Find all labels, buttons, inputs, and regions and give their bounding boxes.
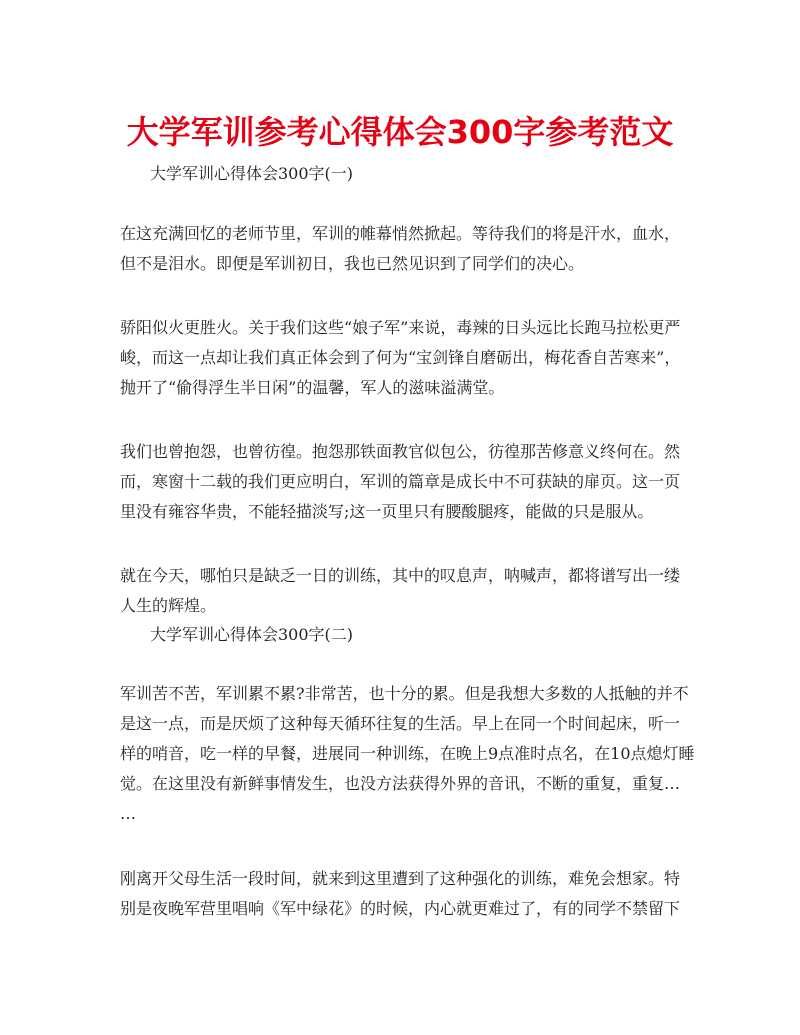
- paragraph-line: 峻，而这一点却让我们真正体会到了何为“宝剑锋自磨砺出，梅花香自苦寒来”，: [120, 348, 681, 367]
- paragraph-line: 骄阳似火更胜火。关于我们这些“娘子军”来说，毒辣的日头远比长跑马拉松更严: [120, 318, 681, 337]
- paragraph-line: 样的哨音，吃一样的早餐，进展同一种训练，在晚上9点准时点名，在10点熄灯睡: [120, 744, 695, 763]
- paragraph-line: 我们也曾抱怨，也曾彷徨。抱怨那铁面教官似包公，彷徨那苦修意义终何在。然: [120, 442, 681, 461]
- paragraph-2: [120, 313, 681, 403]
- paragraph-5: [120, 679, 695, 829]
- paragraph-4: [120, 561, 681, 621]
- paragraph-line: 刚离开父母生活一段时间，就来到这里遭到了这种强化的训练，难免会想家。特: [120, 869, 681, 888]
- document-title: 大学军训参考心得体会300字参考范文: [126, 113, 674, 151]
- paragraph-line: …: [120, 804, 136, 823]
- paragraph-line: 抛开了“偷得浮生半日闲”的温馨，军人的滋味溢满堂。: [120, 378, 505, 397]
- paragraph-3: [120, 437, 681, 527]
- paragraph-line: 觉。在这里没有新鲜事情发生，也没方法获得外界的音讯，不断的重复，重复…: [120, 774, 681, 793]
- paragraph-line: 里没有雍容华贵，不能轻描淡写;这一页里只有腰酸腿疼，能做的只是服从。: [120, 502, 654, 521]
- paragraph-line: 就在今天，哪怕只是缺乏一日的训练，其中的叹息声，呐喊声，都将谱写出一缕: [120, 566, 681, 585]
- paragraph-line: 在这充满回忆的老师节里，军训的帷幕悄然掀起。等待我们的将是汗水，血水，: [120, 224, 681, 243]
- paragraph-line: 但不是泪水。即便是军训初日，我也已然见识到了同学们的决心。: [120, 254, 585, 273]
- section-heading-2: 大学军训心得体会300字(二): [150, 625, 354, 644]
- paragraph-1: [120, 219, 681, 279]
- paragraph-line: 别是夜晚军营里唱响《军中绿花》的时候，内心就更难过了，有的同学不禁留下: [120, 899, 681, 918]
- paragraph-line: 而，寒窗十二载的我们更应明白，军训的篇章是成长中不可获缺的扉页。这一页: [120, 472, 681, 491]
- paragraph-line: 军训苦不苦，军训累不累?非常苦，也十分的累。但是我想大多数的人抵触的并不: [120, 684, 689, 703]
- paragraph-line: 人生的辉煌。: [120, 596, 217, 615]
- paragraph-6: [120, 864, 681, 924]
- section-heading-1: 大学军训心得体会300字(一): [150, 164, 354, 183]
- paragraph-line: 是这一点，而是厌烦了这种每天循环往复的生活。早上在同一个时间起床，听一: [120, 714, 681, 733]
